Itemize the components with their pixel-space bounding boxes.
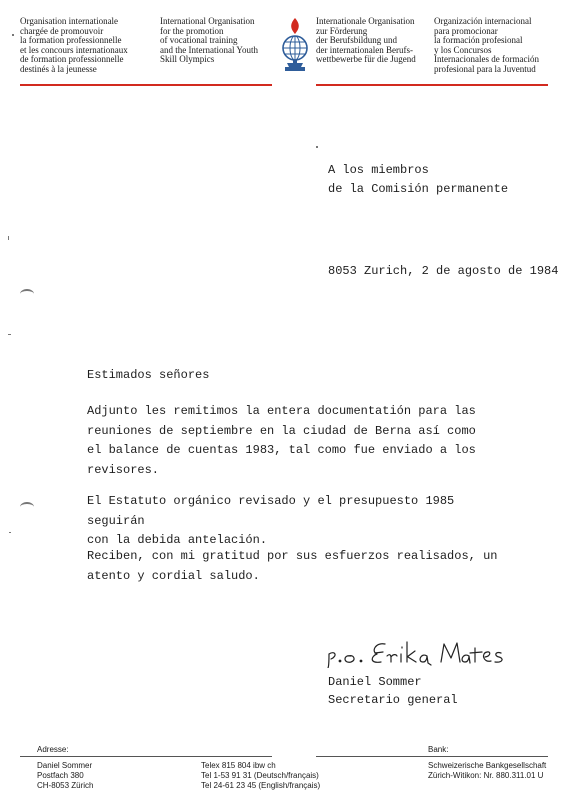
scan-speck (8, 334, 11, 335)
scan-speck (8, 236, 9, 240)
signer-title: Secretario general (328, 693, 458, 707)
body-paragraph-3: Reciben, con mi gratitud por sus esfuerzos realisados, un atento y cordial saludo. (87, 549, 498, 583)
flame-icon (291, 18, 299, 34)
handwritten-signature (323, 632, 533, 668)
salutation: Estimados señores (87, 368, 210, 382)
punch-hole-mark (20, 289, 34, 299)
footer-bank-label: Bank: (428, 745, 449, 754)
punch-hole-mark (20, 502, 34, 512)
scan-speck (9, 532, 11, 533)
letterhead-spanish-text: Organización internacional para promocionar la formación profesional y los Concursos Internacionales de formación profesional para la Juventud (434, 16, 539, 74)
body-paragraph-2: El Estatuto orgánico revisado y el presupuesto 1985 seguirán con la debida antelación. (87, 494, 455, 547)
recipient-line-1: A los miembros (328, 163, 429, 177)
footer-rule-right (316, 756, 548, 757)
footer-telex-phone: Telex 815 804 ibw ch Tel 1-53 91 31 (Deutsch/français) Tel 24-61 23 45 (English/français) (201, 761, 321, 790)
footer-bank-details: Schweizerische Bankgesellschaft Zürich-Witikon: Nr. 880.311.01 U (428, 761, 547, 780)
scan-speck (12, 34, 14, 36)
gear-base-icon (285, 63, 305, 71)
scan-speck (316, 146, 318, 148)
globe-with-flame-logo (278, 16, 312, 74)
letterhead-english-text: International Organisation for the promotion of vocational training and the International Youth Skill Olympics (160, 16, 258, 65)
letterhead-rule-right (316, 84, 548, 86)
letterhead-french-text: Organisation internationale chargée de promouvoir la formation professionnelle et les concours internationaux de formation professionnelle destinés à la jeunesse (20, 16, 128, 74)
footer-rule-left (20, 756, 272, 757)
letterhead-german-text: Internationale Organisation zur Förderung der Berufsbildung und der internationalen Berufs- wettbewerbe für die Jugend (316, 16, 416, 65)
signer-name: Daniel Sommer (328, 675, 422, 689)
footer-address: Daniel Sommer Postfach 380 CH-8053 Zürich (37, 761, 94, 790)
footer-address-label: Adresse: (37, 745, 69, 754)
date-line: 8053 Zurich, 2 de agosto de 1984 (328, 264, 559, 278)
recipient-line-2: de la Comisión permanente (328, 182, 509, 196)
body-paragraph-1: Adjunto les remitimos la entera documentatión para las reuniones de septiembre en la ciudad de Berna así como el balance de cuentas 1983, tal como fue enviado a los revisores. (87, 404, 476, 477)
letterhead-rule-left (20, 84, 272, 86)
